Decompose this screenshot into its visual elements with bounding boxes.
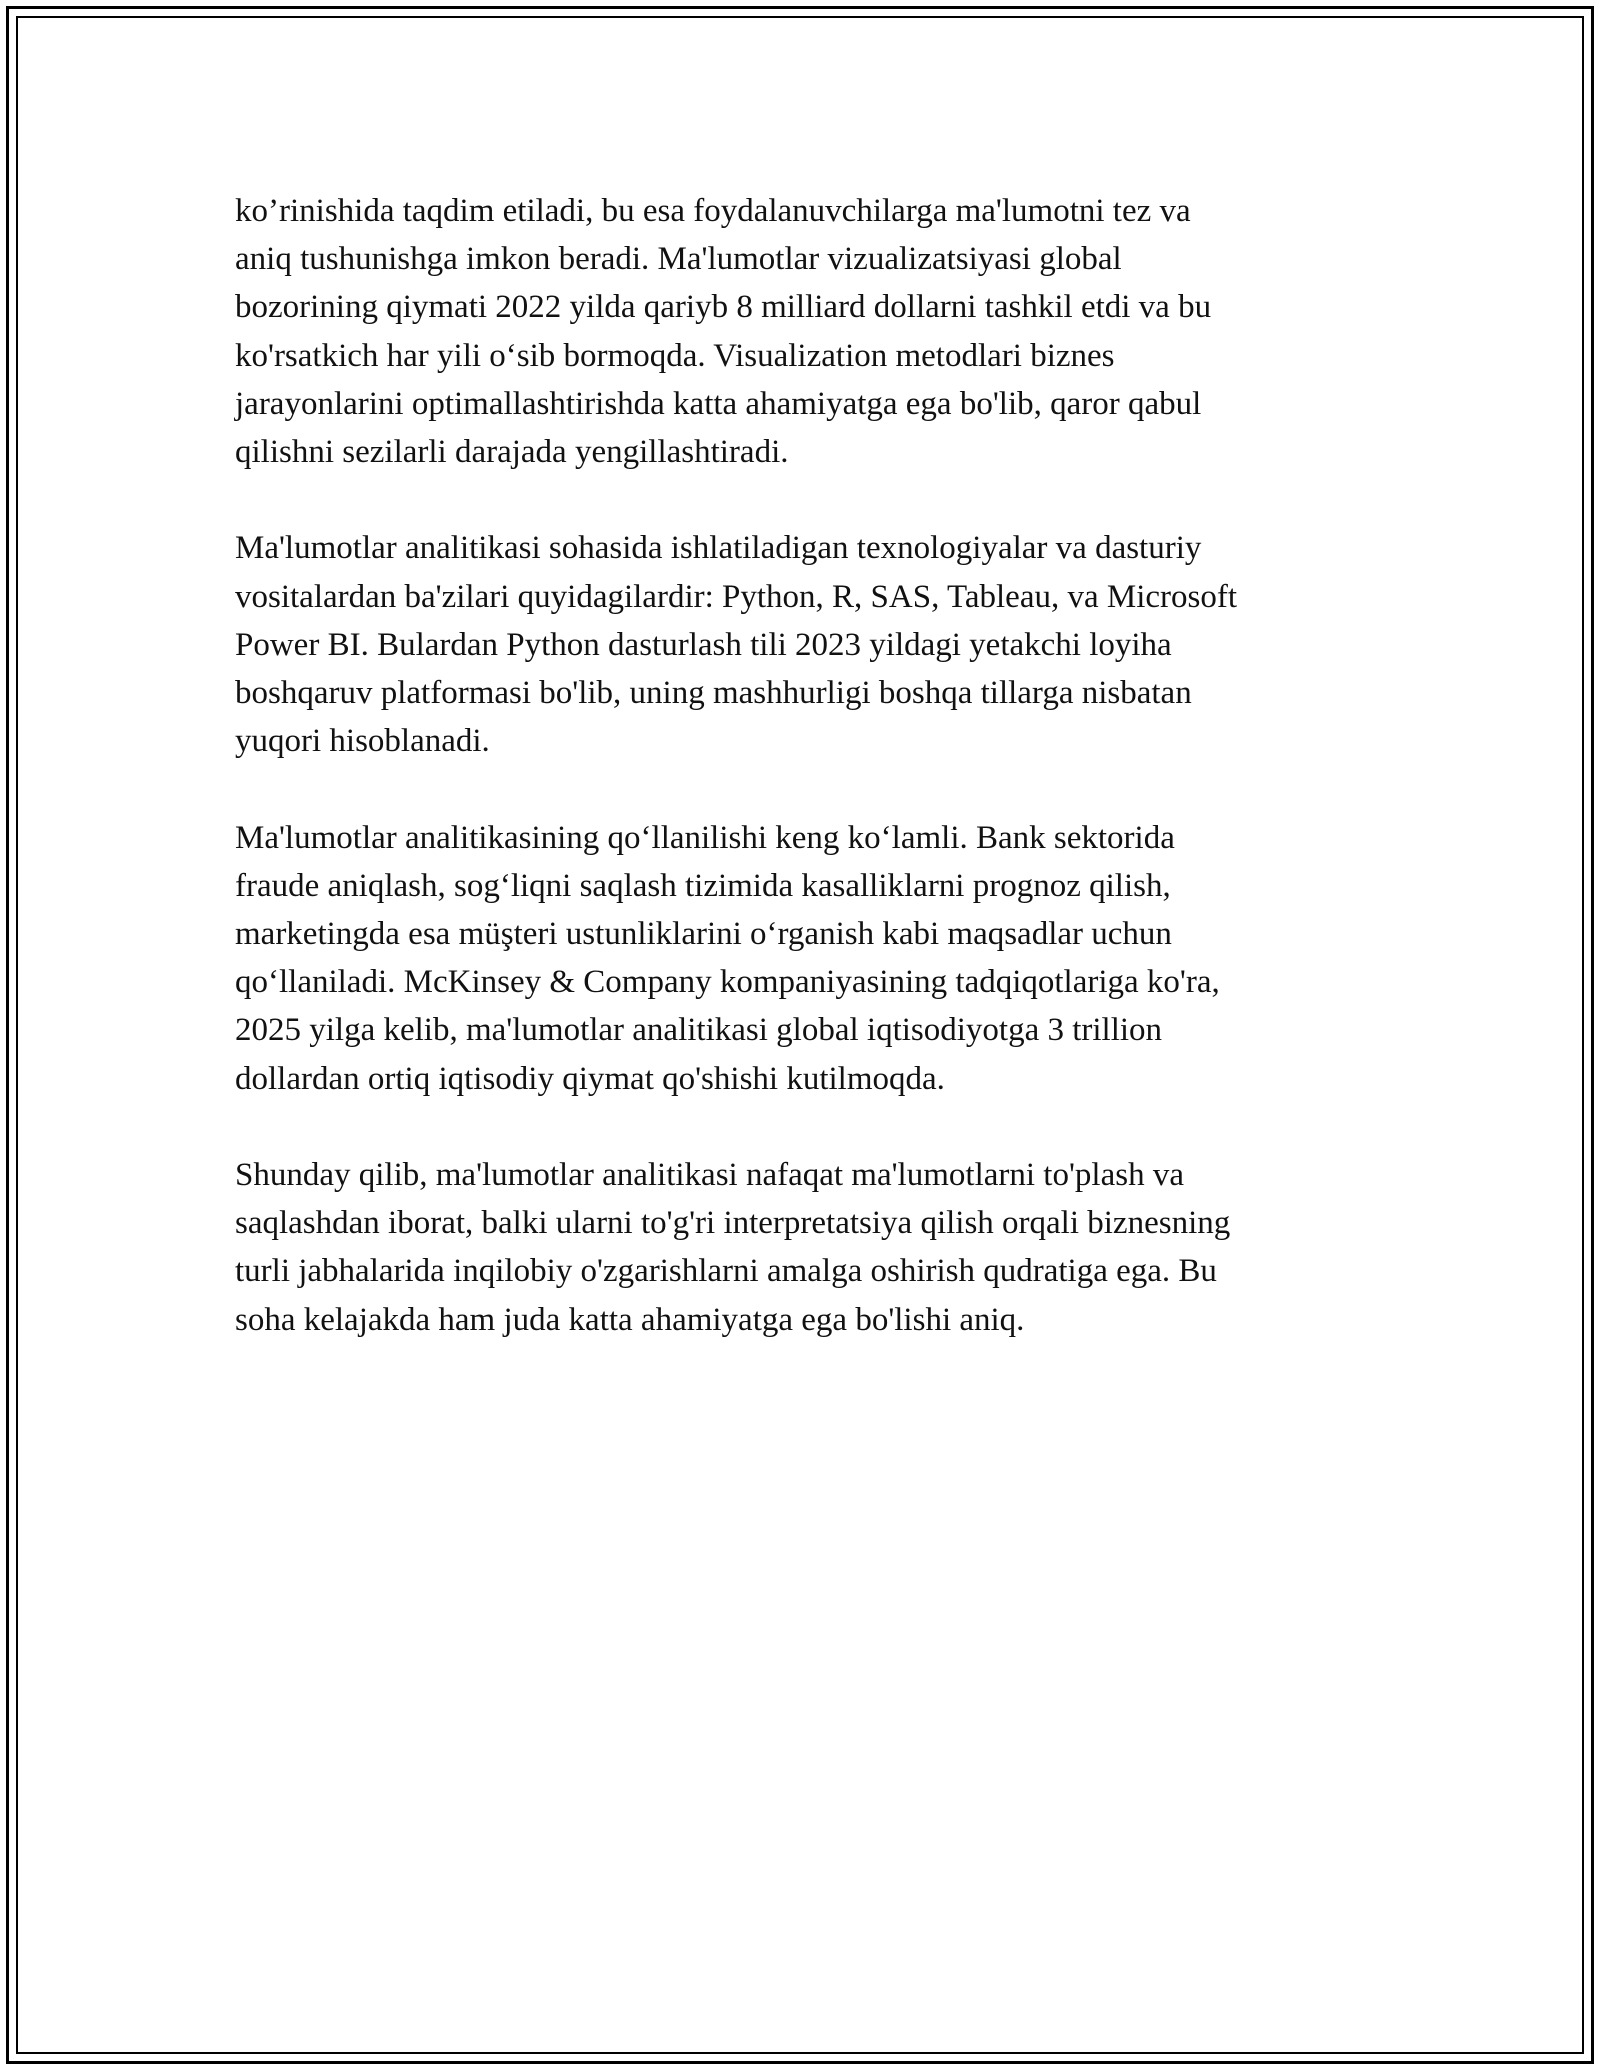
paragraph-line: boshqaruv platformasi bo'lib, uning mashhurligi boshqa tillarga nisbatan: [235, 675, 1192, 712]
paragraph-line: qo‘llaniladi. McKinsey & Company kompaniyasining tadqiqotlariga ko'ra,: [235, 964, 1220, 1001]
paragraph-2: [235, 524, 1385, 765]
paragraph-line: bozorining qiymati 2022 yilda qariyb 8 milliard dollarni tashkil etdi va bu: [235, 289, 1212, 326]
paragraph-line: Shunday qilib, ma'lumotlar analitikasi nafaqat ma'lumotlarni to'plash va: [235, 1157, 1184, 1194]
paragraph-3: [235, 814, 1385, 1103]
paragraph-line: saqlashdan iborat, balki ularni to'g'ri interpretatsiya qilish orqali biznesning: [235, 1205, 1231, 1242]
paragraph-4: [235, 1151, 1385, 1344]
paragraph-line: ko’rinishida taqdim etiladi, bu esa foydalanuvchilarga ma'lumotni tez va: [235, 193, 1191, 229]
paragraph-line: qilishni sezilarli darajada yengillashtiradi.: [235, 434, 789, 471]
paragraph-line: fraude aniqlash, sog‘liqni saqlash tizimida kasalliklarni prognoz qilish,: [235, 867, 1171, 904]
paragraph-line: ko'rsatkich har yili o‘sib bormoqda. Visualization metodlari biznes: [235, 337, 1115, 374]
paragraph-line: jarayonlarini optimallashtirishda katta ahamiyatga ega bo'lib, qaror qabul: [235, 385, 1202, 422]
paragraph-line: Ma'lumotlar analitikasining qo‘llanilishi keng ko‘lamli. Bank sektorida: [235, 819, 1175, 856]
paragraph-1: [235, 187, 1385, 476]
paragraph-line: Power BI. Bulardan Python dasturlash tili 2023 yildagi yetakchi loyiha: [235, 626, 1172, 663]
paragraph-line: vositalardan ba'zilari quyidagilardir: Python, R, SAS, Tableau, va Microsoft: [235, 578, 1238, 615]
paragraph-line: soha kelajakda ham juda katta ahamiyatga ega bo'lishi aniq.: [235, 1301, 1025, 1338]
paragraph-line: aniq tushunishga imkon beradi. Ma'lumotlar vizualizatsiyasi global: [235, 241, 1122, 278]
paragraph-line: Ma'lumotlar analitikasi sohasida ishlatiladigan texnologiyalar va dasturiy: [235, 530, 1202, 567]
paragraph-line: dollardan ortiq iqtisodiy qiymat qo'shishi kutilmoqda.: [235, 1060, 945, 1097]
paragraph-line: marketingda esa müşteri ustunliklarini o‘rganish kabi maqsadlar uchun: [235, 916, 1172, 953]
paragraph-line: yuqori hisoblanadi.: [235, 723, 490, 760]
document-body: [235, 187, 1385, 1392]
paragraph-line: turli jabhalarida inqilobiy o'zgarishlarni amalga oshirish qudratiga ega. Bu: [235, 1253, 1217, 1290]
paragraph-line: 2025 yilga kelib, ma'lumotlar analitikasi global iqtisodiyotga 3 trillion: [235, 1012, 1163, 1049]
